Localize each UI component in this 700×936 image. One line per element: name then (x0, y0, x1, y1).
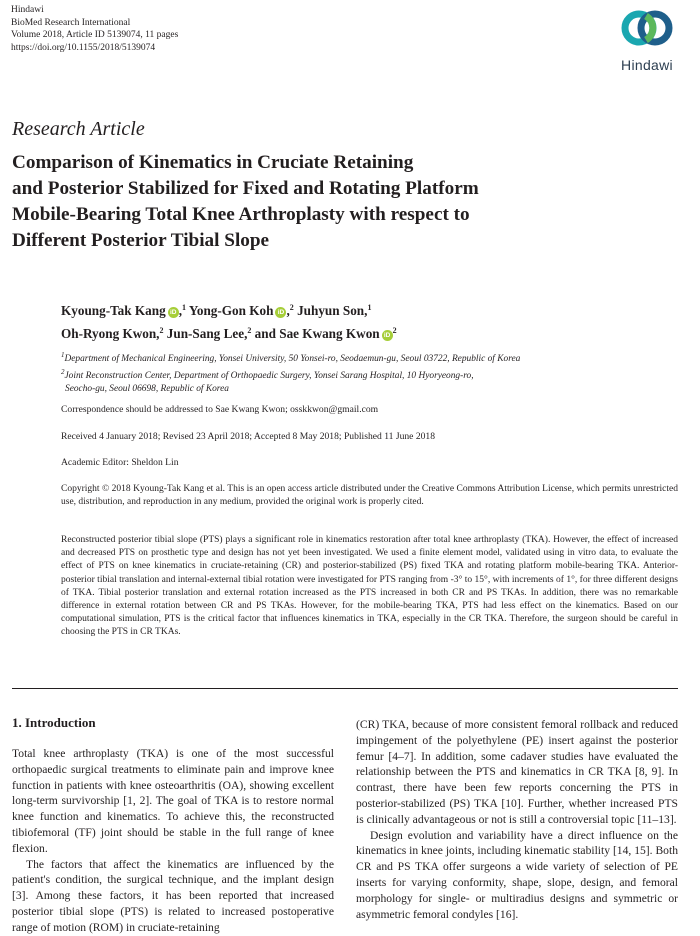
affiliations (61, 349, 661, 396)
author-line: Kyoung-Tak Kang iD ,$^1$ Yong-Gon Koh iD ,$^2$ Juhyun Son,$^1$ (61, 303, 372, 318)
logo-wordmark: Hindawi (621, 57, 673, 73)
author-affiliation-sup: 1 (182, 303, 186, 312)
orcid-icon[interactable]: iD (275, 307, 286, 318)
doi-link[interactable]: https://doi.org/10.1155/2018/5139074 (11, 42, 156, 53)
publication-info (11, 4, 178, 54)
article-type: Research Article (12, 118, 145, 140)
author-name[interactable]: and Sae Kwang Kwon (254, 326, 380, 341)
author-affiliation-sup: 2 (159, 326, 164, 335)
affiliation-text: Joint Reconstruction Center, Department of Orthopaedic Surgery, Yonsei Sarang Hospital, 10 Hyoryeong-ro, (64, 371, 474, 381)
volume-info: Volume 2018, Article ID 5139074, 11 pages (11, 30, 179, 40)
affiliation-line (61, 383, 661, 396)
author-line (61, 321, 661, 344)
body-column-left (12, 746, 334, 936)
affiliation-line (61, 366, 661, 383)
body-column-right (356, 717, 678, 922)
hindawi-logo-icon (608, 4, 686, 56)
section-heading: 1. Introduction (12, 715, 96, 730)
author-name[interactable]: Yong-Gon Koh (188, 303, 274, 318)
author-list (61, 298, 661, 344)
abstract: Reconstructed posterior tibial slope (PTS) plays a significant role in kinematics restoration after total knee arthroplasty (TKA). However, the effect of increased and decreased PTS on prosthetic type and design has not yet been investigated. We used a finite element model, validated using in vitro data, to evaluate the effect of PTS on knee kinematics in cruciate-retaining (CR) and posterior-stabilized (PS) fixed TKA and rotating platform mobile-bearing TKA. Anterior-posterior tibial translation and internal-external tibial rotation were investigated for PTS ranging from -3° to 15°, with increments of 1°, for three different designs of TKA. Tibial posterior translation and external rotation increased as the PTS increased in both CR and PS TKAs. In addition, there was no remarkable difference in external rotation between CR and PS TKAs. However, for the mobile-bearing TKA, PTS had less effect on the kinematics. Based on our computational simulation, PTS is the critical factor that influences kinematics in TKA, especially in the CR TKA. Therefore, the surgeon should be careful in choosing the PTS in CR TKAs. (61, 535, 678, 638)
author-name[interactable]: Oh-Ryong Kwon, (61, 326, 160, 341)
hindawi-logo (608, 4, 686, 76)
affiliation-sup: 1 (61, 351, 65, 359)
orcid-icon[interactable]: iD (168, 307, 179, 318)
author-affiliation-sup: 2 (289, 303, 294, 312)
affiliation-line (61, 349, 661, 366)
copyright-notice: Copyright © 2018 Kyoung-Tak Kang et al. This is an open access article distributed under the Creative Commons Attribution License, which permits unrestricted use, distribution, and reproduction in any medium, provided the original work is properly cited. (61, 484, 678, 508)
publisher-name: Hindawi (11, 5, 44, 15)
paragraph: The factors that affect the kinematics are influenced by the patient's condition, the surgical technique, and the implant design [3]. Among these factors, it has been reported that increased posterior tibial slope (PTS) is related to increased postoperative range of motion (ROM) in cruciate-retaining (12, 857, 334, 934)
title-line: Different Posterior Tibial Slope (12, 230, 270, 251)
author-affiliation-sup: 1 (367, 303, 372, 312)
affiliation-text: Seocho-gu, Seoul 06698, Republic of Korea (65, 384, 229, 394)
orcid-icon[interactable]: iD (382, 330, 393, 341)
title-line: and Posterior Stabilized for Fixed and Rotating Platform (12, 178, 479, 199)
affiliation-text: Department of Mechanical Engineering, Yonsei University, 50 Yonsei-ro, Seodaemun-gu, Seoul 03722, Republic of Korea (64, 354, 521, 364)
author-affiliation-sup: 2 (247, 326, 252, 335)
correspondence: Correspondence should be addressed to Sae Kwang Kwon; osskkwon@gmail.com (61, 404, 379, 415)
author-name[interactable]: Jun-Sang Lee, (166, 326, 248, 341)
affiliation-sup: 2 (61, 368, 65, 376)
publication-dates: Received 4 January 2018; Revised 23 April 2018; Accepted 8 May 2018; Published 11 June 2018 (61, 431, 436, 442)
journal-name: BioMed Research International (11, 17, 131, 28)
paragraph: Total knee arthroplasty (TKA) is one of the most successful orthopaedic surgical treatments to eliminate pain and improve knee function in patients with knee osteoarthritis (OA), showing excellent long-term survivorship [1, 2]. The goal of TKA is to restore normal knee function and kinematics. To achieve this, the reconstructed tibiofemoral (TF) joint should be stable in the full range of knee flexion. (12, 747, 334, 855)
title-line: Comparison of Kinematics in Cruciate Retaining (12, 152, 414, 173)
author-affiliation-sup: 2 (392, 326, 397, 335)
title-line: Mobile-Bearing Total Knee Arthroplasty with respect to (12, 204, 470, 225)
author-name[interactable]: Juhyun Son, (297, 303, 368, 318)
paragraph: (CR) TKA, because of more consistent femoral rollback and reduced impingement of the polyethylene (PE) insert against the posterior femur [4–7]. In addition, some cadaver studies have evaluated the relationship between the PTS and kinematics in CR TKA [8, 9]. In contrast, there have been few reports concerning the PTS in posterior-stabilized (PS) TKA [10]. Further, whether increased PTS is clinically advantageous or not is still a controversial topic [11–13]. (356, 718, 678, 826)
academic-editor: Academic Editor: Sheldon Lin (61, 457, 179, 468)
divider (12, 688, 678, 689)
article-title (12, 150, 672, 254)
paragraph: Design evolution and variability have a direct influence on the kinematics in knee joints, including kinematic stability [14, 15]. Both CR and PS TKA offer surgeons a wide variety of selection of PE inserts for varying conformity, shape, slope, design, and femoral morphology for single- or multiradius designs and symmetric or asymmetric femoral condyles [16]. (356, 828, 678, 921)
author-name[interactable]: Kyoung-Tak Kang (61, 303, 166, 318)
